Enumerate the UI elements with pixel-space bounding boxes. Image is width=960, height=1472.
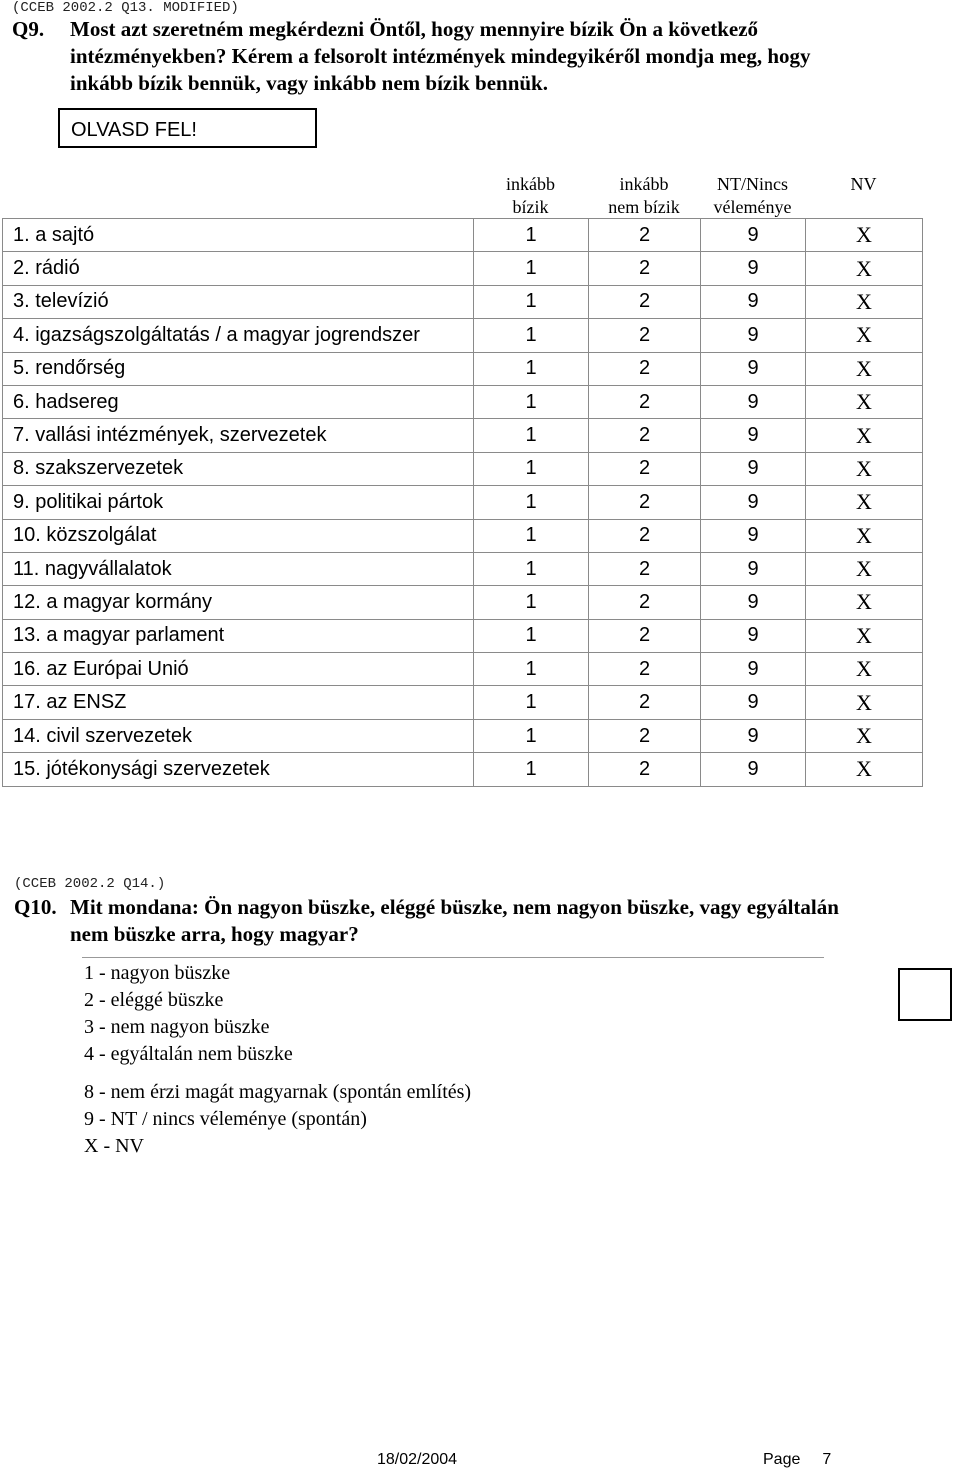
code-cell-no-answer[interactable]: X: [806, 452, 923, 485]
row-label: 16. az Európai Unió: [3, 653, 474, 686]
code-cell-dont-know[interactable]: 9: [701, 319, 806, 352]
code-cell-distrust[interactable]: 2: [589, 519, 701, 552]
column-header-line: nem bízik: [608, 197, 680, 217]
q10-text-line1: Mit mondana: Ön nagyon büszke, eléggé büszke, nem nagyon büszke, vagy egyáltalán: [70, 895, 839, 919]
footer-page: [763, 1451, 831, 1469]
row-label: 2. rádió: [3, 252, 474, 285]
code-cell-trust[interactable]: 1: [474, 252, 589, 285]
row-label: 6. hadsereg: [3, 385, 474, 418]
code-cell-distrust[interactable]: 2: [589, 385, 701, 418]
code-cell-distrust[interactable]: 2: [589, 586, 701, 619]
page-number: 7: [822, 1451, 832, 1468]
table-row: [3, 486, 923, 519]
q9-text-line1: Most azt szeretném megkérdezni Öntől, hogy mennyire bízik Ön a következő: [70, 17, 759, 41]
code-cell-no-answer[interactable]: X: [806, 252, 923, 285]
row-label: 11. nagyvállalatok: [3, 552, 474, 585]
table-row: [3, 753, 923, 786]
table-row: [3, 619, 923, 652]
q9-number: Q9.: [12, 17, 45, 41]
code-cell-dont-know[interactable]: 9: [701, 219, 806, 252]
code-cell-no-answer[interactable]: X: [806, 285, 923, 318]
code-cell-no-answer[interactable]: X: [806, 319, 923, 352]
code-cell-no-answer[interactable]: X: [806, 552, 923, 585]
code-cell-no-answer[interactable]: X: [806, 719, 923, 752]
table-row: [3, 319, 923, 352]
read-aloud-instruction: OLVASD FEL!: [58, 108, 317, 148]
column-header-line: inkább: [619, 174, 669, 194]
table-row: [3, 385, 923, 418]
table-row: [3, 519, 923, 552]
code-cell-dont-know[interactable]: 9: [701, 719, 806, 752]
answer-option: 1 - nagyon büszke: [84, 962, 231, 984]
code-cell-dont-know[interactable]: 9: [701, 753, 806, 786]
row-label: 12. a magyar kormány: [3, 586, 474, 619]
code-cell-distrust[interactable]: 2: [589, 285, 701, 318]
code-cell-trust[interactable]: 1: [474, 719, 589, 752]
code-cell-no-answer[interactable]: X: [806, 486, 923, 519]
code-cell-dont-know[interactable]: 9: [701, 452, 806, 485]
table-row: [3, 252, 923, 285]
code-cell-no-answer[interactable]: X: [806, 619, 923, 652]
table-row: [3, 653, 923, 686]
column-header-dont-know: [700, 173, 805, 219]
q10-number: Q10.: [14, 895, 57, 919]
column-header-line: véleménye: [713, 197, 792, 217]
code-cell-no-answer[interactable]: X: [806, 686, 923, 719]
code-cell-trust[interactable]: 1: [474, 452, 589, 485]
q10-text-line2: nem büszke arra, hogy magyar?: [70, 922, 359, 946]
answer-option-spontaneous: 8 - nem érzi magát magyarnak (spontán említés): [84, 1081, 472, 1103]
code-cell-trust[interactable]: 1: [474, 552, 589, 585]
row-label: 4. igazságszolgáltatás / a magyar jogrendszer: [3, 319, 474, 352]
table-row: [3, 552, 923, 585]
row-label: 10. közszolgálat: [3, 519, 474, 552]
column-header-no-answer: [805, 173, 922, 196]
code-cell-dont-know[interactable]: 9: [701, 385, 806, 418]
code-cell-trust[interactable]: 1: [474, 519, 589, 552]
answer-option: 2 - eléggé büszke: [84, 989, 224, 1011]
answer-gap: [84, 1068, 471, 1079]
code-cell-distrust[interactable]: 2: [589, 452, 701, 485]
code-cell-no-answer[interactable]: X: [806, 352, 923, 385]
code-cell-dont-know[interactable]: 9: [701, 352, 806, 385]
row-label: 7. vallási intézmények, szervezetek: [3, 419, 474, 452]
row-label: 13. a magyar parlament: [3, 619, 474, 652]
code-cell-no-answer[interactable]: X: [806, 385, 923, 418]
code-cell-no-answer[interactable]: X: [806, 753, 923, 786]
table-row: [3, 352, 923, 385]
code-cell-trust[interactable]: 1: [474, 352, 589, 385]
code-cell-dont-know[interactable]: 9: [701, 419, 806, 452]
row-label: 9. politikai pártok: [3, 486, 474, 519]
code-cell-dont-know[interactable]: 9: [701, 285, 806, 318]
code-cell-no-answer[interactable]: X: [806, 586, 923, 619]
answer-option: 4 - egyáltalán nem büszke: [84, 1043, 293, 1065]
code-cell-trust[interactable]: 1: [474, 619, 589, 652]
table-row: [3, 686, 923, 719]
code-cell-dont-know[interactable]: 9: [701, 653, 806, 686]
code-cell-distrust[interactable]: 2: [589, 686, 701, 719]
code-cell-distrust[interactable]: 2: [589, 352, 701, 385]
row-label: 5. rendőrség: [3, 352, 474, 385]
footer-date: 18/02/2004: [377, 1451, 458, 1468]
code-cell-distrust[interactable]: 2: [589, 653, 701, 686]
row-label: 8. szakszervezetek: [3, 452, 474, 485]
table-row: [3, 219, 923, 252]
table-row: [3, 452, 923, 485]
code-cell-distrust[interactable]: 2: [589, 486, 701, 519]
column-header-trust: [473, 173, 588, 219]
answer-option-spontaneous: 9 - NT / nincs véleménye (spontán): [84, 1108, 367, 1130]
column-header-line: NT/Nincs: [717, 174, 788, 194]
institution-trust-grid: [2, 218, 923, 787]
row-label: 17. az ENSZ: [3, 686, 474, 719]
code-cell-dont-know[interactable]: 9: [701, 486, 806, 519]
code-cell-trust[interactable]: 1: [474, 319, 589, 352]
code-cell-distrust[interactable]: 2: [589, 252, 701, 285]
row-label: 15. jótékonysági szervezetek: [3, 753, 474, 786]
code-cell-no-answer[interactable]: X: [806, 653, 923, 686]
code-cell-no-answer[interactable]: X: [806, 219, 923, 252]
answer-option: 3 - nem nagyon büszke: [84, 1016, 270, 1038]
q9-text-line2: intézményekben? Kérem a felsorolt intézmények mindegyikéről mondja meg, hogy: [70, 44, 811, 68]
page-label: Page: [763, 1451, 801, 1468]
code-cell-trust[interactable]: 1: [474, 753, 589, 786]
table-row: [3, 419, 923, 452]
column-header-line: bízik: [512, 197, 549, 217]
code-cell-distrust[interactable]: 2: [589, 419, 701, 452]
q10-question-text: [14, 894, 958, 948]
code-cell-trust[interactable]: 1: [474, 419, 589, 452]
code-cell-no-answer[interactable]: X: [806, 519, 923, 552]
code-cell-trust[interactable]: 1: [474, 219, 589, 252]
code-cell-distrust[interactable]: 2: [589, 719, 701, 752]
q10-answer-options: [84, 960, 471, 1160]
q10-source-code: (CCEB 2002.2 Q14.): [14, 876, 166, 892]
q9-text-line3: inkább bízik bennük, vagy inkább nem bízik bennük.: [70, 71, 548, 95]
row-label: 3. televízió: [3, 285, 474, 318]
code-cell-distrust[interactable]: 2: [589, 619, 701, 652]
code-cell-dont-know[interactable]: 9: [701, 519, 806, 552]
answer-option-spontaneous: X - NV: [84, 1135, 144, 1157]
q9-source-code: (CCEB 2002.2 Q13. MODIFIED): [12, 0, 239, 16]
table-row: [3, 719, 923, 752]
code-cell-dont-know[interactable]: 9: [701, 586, 806, 619]
answer-divider: [82, 957, 824, 958]
answer-code-box[interactable]: [898, 968, 952, 1021]
row-label: 1. a sajtó: [3, 219, 474, 252]
code-cell-trust[interactable]: 1: [474, 653, 589, 686]
code-cell-trust[interactable]: 1: [474, 385, 589, 418]
table-row: [3, 586, 923, 619]
table-row: [3, 285, 923, 318]
q9-question-text: [12, 16, 958, 97]
column-header-line: inkább: [506, 174, 555, 194]
code-cell-dont-know[interactable]: 9: [701, 686, 806, 719]
row-label: 14. civil szervezetek: [3, 719, 474, 752]
code-cell-distrust[interactable]: 2: [589, 319, 701, 352]
code-cell-distrust[interactable]: 2: [589, 552, 701, 585]
code-cell-trust[interactable]: 1: [474, 686, 589, 719]
code-cell-distrust[interactable]: 2: [589, 753, 701, 786]
code-cell-trust[interactable]: 1: [474, 586, 589, 619]
code-cell-dont-know[interactable]: 9: [701, 619, 806, 652]
code-cell-dont-know[interactable]: 9: [701, 552, 806, 585]
code-cell-no-answer[interactable]: X: [806, 419, 923, 452]
code-cell-dont-know[interactable]: 9: [701, 252, 806, 285]
code-cell-distrust[interactable]: 2: [589, 219, 701, 252]
code-cell-trust[interactable]: 1: [474, 285, 589, 318]
code-cell-trust[interactable]: 1: [474, 486, 589, 519]
column-header-distrust: [588, 173, 700, 219]
column-header-line: NV: [850, 174, 877, 194]
